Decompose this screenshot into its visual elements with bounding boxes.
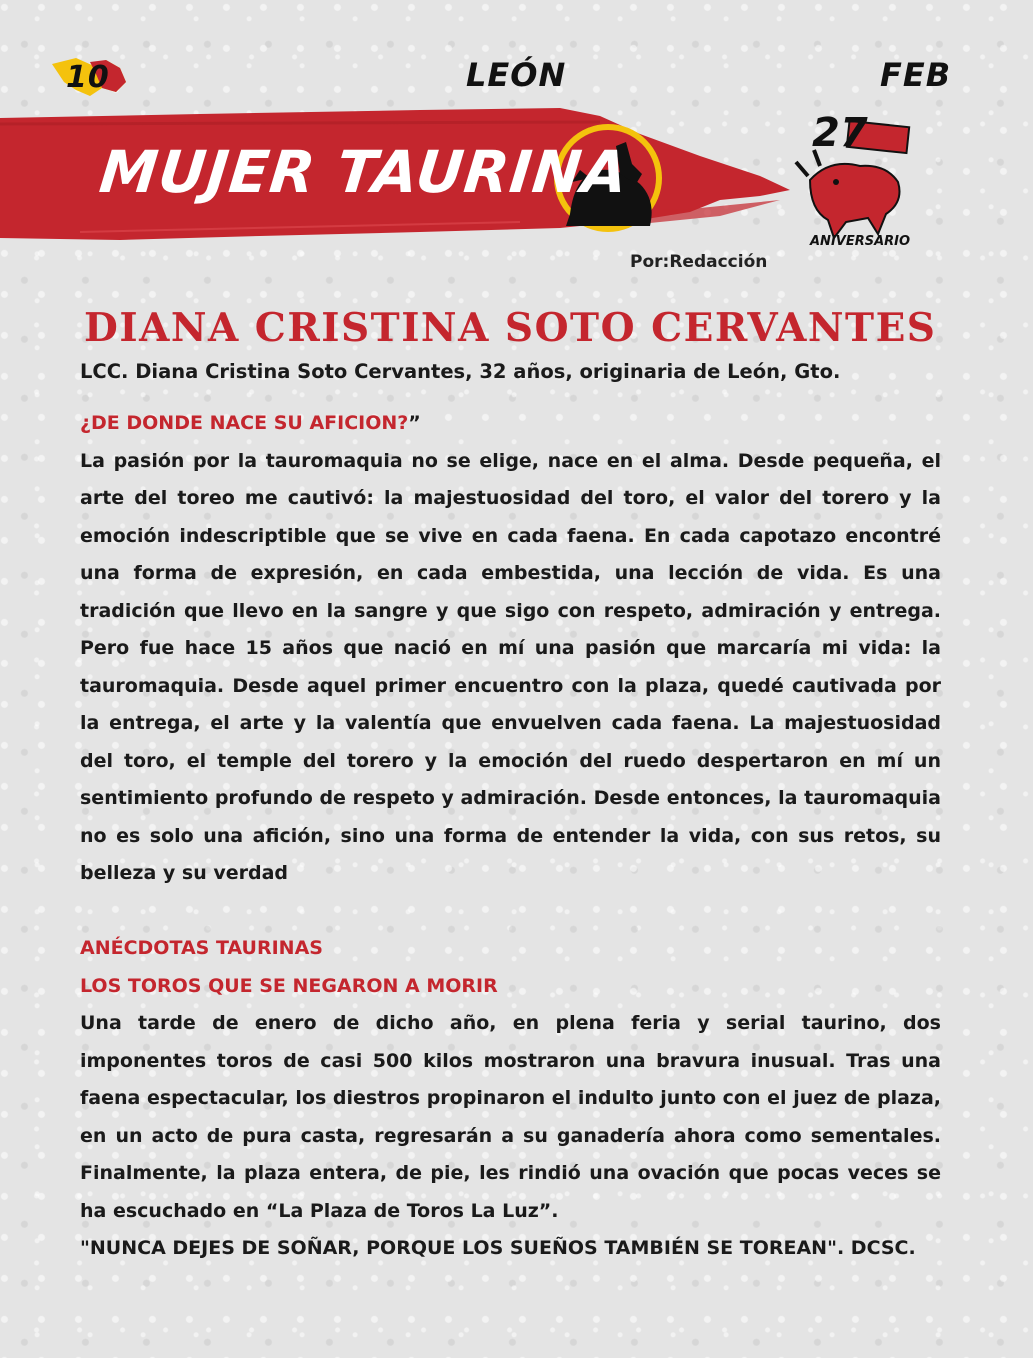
section-title: MUJER TAURINA [96, 138, 632, 206]
anecdotes-heading: ANÉCDOTAS TAURINAS [80, 937, 323, 959]
question-heading [80, 405, 941, 443]
byline: Por:Redacción [630, 252, 768, 272]
month-label: FEB [880, 56, 952, 94]
article-title: DIANA CRISTINA SOTO CERVANTES [84, 305, 937, 351]
spacer [80, 893, 941, 931]
anecdote-paragraph: Una tarde de enero de dicho año, en plena feria y serial taurino, dos imponentes toros de casi 500 kilos mostraron una bravura inusual. Tras una faena espectacular, los diestros propinaron el indulto junto con el juez de plaza, en un acto de pura casta, regresarán a su ganadería ahora como sementales. Finalmente, la plaza entera, de pie, les rindió una ovación que pocas veces se ha escuchado en “La Plaza de Toros La Luz”. [80, 1012, 941, 1222]
question-heading-text: ¿DE DONDE NACE SU AFICION? [80, 412, 409, 434]
anecdote-title: LOS TOROS QUE SE NEGARON A MORIR [80, 974, 498, 997]
page-number: 10 [66, 60, 110, 95]
article-body [80, 405, 941, 1268]
city-label: LEÓN [466, 56, 567, 94]
anniversary-label: ANIVERSARIO [810, 234, 911, 249]
closing-quote: "NUNCA DEJES DE SOÑAR, PORQUE LOS SUEÑOS TAMBIÉN SE TOREAN". DCSC. [80, 1237, 916, 1259]
answer-paragraph: La pasión por la tauromaquia no se elige, nace en el alma. Desde pequeña, el arte del toreo me cautivó: la majestuosidad del toro, el valor del torero y la emoción indescriptible que se vive en cada faena. En cada capotazo encontré una forma de expresión, en cada embestida, una lección de vida. Es una tradición que llevo en la sangre y que sigo con respeto, admiración y entrega. Pero fue hace 15 años que nació en mí una pasión que marcaría mi vida: la tauromaquia. Desde aquel primer encuentro con la plaza, quedé cautivada por la entrega, el arte y la valentía que envuelven cada faena. La majestuosidad del toro, el temple del torero y la emoción del ruedo despertaron en mí un sentimiento profundo de respeto y admiración. Desde entonces, la tauromaquia no es solo una afición, sino una forma de entender la vida, con sus retos, su belleza y su verdad [80, 449, 941, 884]
anniversary-number: 27 [812, 110, 868, 156]
article-subtitle: LCC. Diana Cristina Soto Cervantes, 32 años, originaria de León, Gto. [80, 360, 841, 383]
page-number-badge [46, 52, 130, 102]
question-heading-suffix: ” [408, 412, 421, 434]
